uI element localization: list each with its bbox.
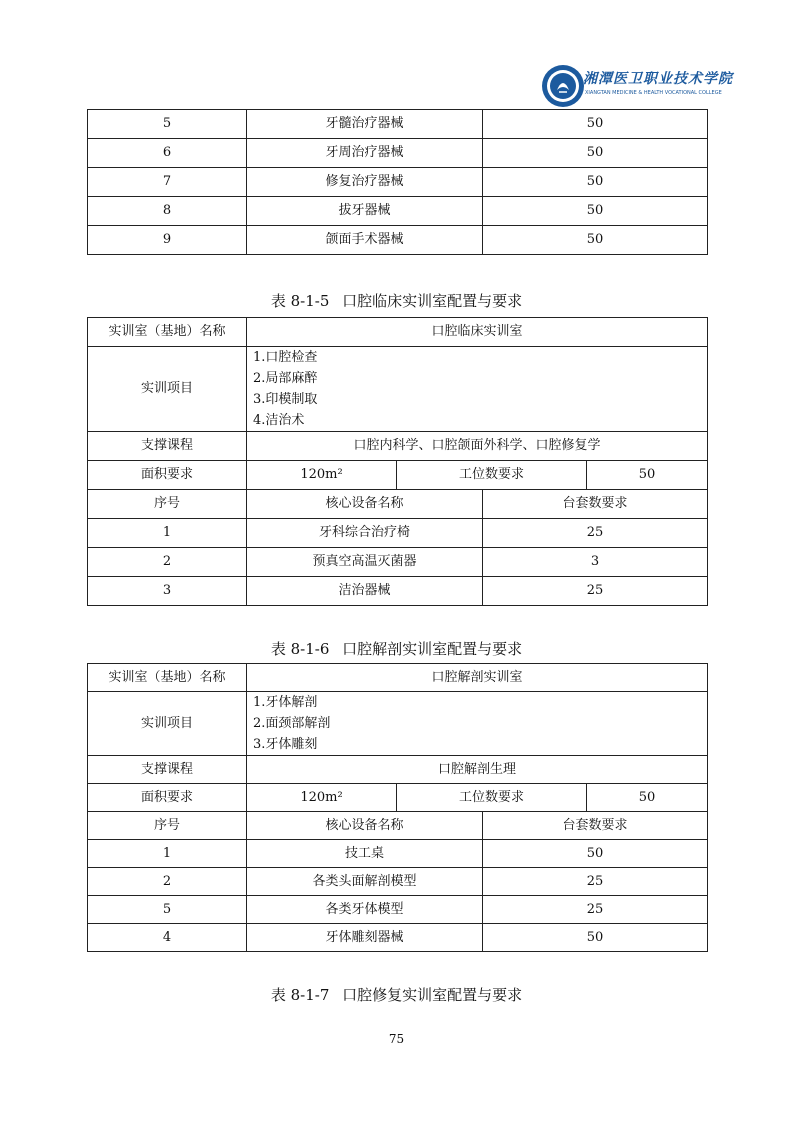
- caption-number: 表 8-1-5: [270, 292, 330, 310]
- clinical-lab-table: [87, 317, 708, 606]
- table-row: [88, 896, 708, 924]
- column-header-equipment: 核心设备名称: [247, 812, 483, 840]
- table-row: [88, 168, 708, 197]
- table-row: [88, 868, 708, 896]
- table-row: [88, 840, 708, 868]
- station-value: 50: [587, 784, 708, 812]
- college-english-name: XIANGTAN MEDICINE & HEALTH VOCATIONAL COLLEGE: [585, 90, 722, 96]
- course-value: 口腔内科学、口腔颌面外科学、口腔修复学: [247, 432, 708, 461]
- row-number: 8: [88, 197, 247, 226]
- table-caption: [0, 290, 793, 311]
- table-row: [88, 139, 708, 168]
- list-item: 3.印模制取: [253, 392, 318, 407]
- equipment-count: 50: [483, 110, 708, 139]
- row-number: 2: [88, 868, 247, 896]
- equipment-name: 牙周治疗器械: [247, 139, 483, 168]
- row-number: 5: [88, 896, 247, 924]
- row-number: 4: [88, 924, 247, 952]
- training-items: [247, 692, 708, 756]
- caption-number: 表 8-1-6: [270, 640, 330, 658]
- row-number: 9: [88, 226, 247, 255]
- area-label: 面积要求: [88, 461, 247, 490]
- equipment-count: 50: [483, 139, 708, 168]
- caption-title: 口腔修复实训室配置与要求: [342, 986, 523, 1004]
- equipment-count: 25: [483, 896, 708, 924]
- equipment-name: 牙科综合治疗椅: [247, 519, 483, 548]
- table-row: [88, 577, 708, 606]
- equipment-name: 修复治疗器械: [247, 168, 483, 197]
- equipment-table-continued: [87, 109, 708, 255]
- column-header-equipment: 核心设备名称: [247, 490, 483, 519]
- anatomy-lab-table: [87, 663, 708, 952]
- equipment-name: 预真空高温灭菌器: [247, 548, 483, 577]
- list-item: 2.局部麻醉: [253, 371, 318, 386]
- equipment-name: 技工桌: [247, 840, 483, 868]
- equipment-count: 50: [483, 226, 708, 255]
- table-row: [88, 226, 708, 255]
- room-value: 口腔临床实训室: [247, 318, 708, 347]
- table-row: [88, 197, 708, 226]
- list-item: 3.牙体雕刻: [253, 737, 318, 752]
- equipment-name: 拔牙器械: [247, 197, 483, 226]
- equipment-count: 50: [483, 197, 708, 226]
- row-number: 6: [88, 139, 247, 168]
- items-label: 实训项目: [88, 692, 247, 756]
- equipment-count: 3: [483, 548, 708, 577]
- equipment-count: 50: [483, 168, 708, 197]
- room-label: 实训室（基地）名称: [88, 318, 247, 347]
- equipment-count: 25: [483, 868, 708, 896]
- table-row: [88, 924, 708, 952]
- row-number: 5: [88, 110, 247, 139]
- equipment-name: 颌面手术器械: [247, 226, 483, 255]
- equipment-name: 洁治器械: [247, 577, 483, 606]
- college-logo: [541, 64, 733, 108]
- equipment-name: 各类牙体模型: [247, 896, 483, 924]
- equipment-name: 各类头面解剖模型: [247, 868, 483, 896]
- station-label: 工位数要求: [397, 461, 587, 490]
- table-row: [88, 110, 708, 139]
- caption-title: 口腔解剖实训室配置与要求: [342, 640, 523, 658]
- course-value: 口腔解剖生理: [247, 756, 708, 784]
- equipment-name: 牙髓治疗器械: [247, 110, 483, 139]
- caption-number: 表 8-1-7: [270, 986, 330, 1004]
- course-label: 支撑课程: [88, 432, 247, 461]
- column-header-count: 台套数要求: [483, 490, 708, 519]
- column-header-number: 序号: [88, 490, 247, 519]
- list-item: 4.洁治术: [253, 413, 305, 428]
- station-value: 50: [587, 461, 708, 490]
- room-label: 实训室（基地）名称: [88, 664, 247, 692]
- area-value: 120m²: [247, 784, 397, 812]
- area-value: 120m²: [247, 461, 397, 490]
- row-number: 2: [88, 548, 247, 577]
- row-number: 1: [88, 840, 247, 868]
- row-number: 7: [88, 168, 247, 197]
- equipment-count: 50: [483, 924, 708, 952]
- list-item: 2.面颈部解剖: [253, 716, 331, 731]
- training-items: [247, 347, 708, 432]
- page-number: 75: [388, 1032, 405, 1046]
- college-name: 湘潭医卫职业技术学院: [583, 71, 733, 87]
- station-label: 工位数要求: [397, 784, 587, 812]
- table-caption: [0, 984, 793, 1005]
- equipment-count: 25: [483, 519, 708, 548]
- list-item: 1.口腔检查: [253, 350, 318, 365]
- course-label: 支撑课程: [88, 756, 247, 784]
- row-number: 3: [88, 577, 247, 606]
- caption-title: 口腔临床实训室配置与要求: [342, 292, 523, 310]
- equipment-count: 25: [483, 577, 708, 606]
- row-number: 1: [88, 519, 247, 548]
- column-header-count: 台套数要求: [483, 812, 708, 840]
- items-label: 实训项目: [88, 347, 247, 432]
- equipment-name: 牙体雕刻器械: [247, 924, 483, 952]
- area-label: 面积要求: [88, 784, 247, 812]
- column-header-number: 序号: [88, 812, 247, 840]
- table-row: [88, 548, 708, 577]
- list-item: 1.牙体解剖: [253, 695, 318, 710]
- college-emblem-icon: [541, 64, 585, 108]
- table-row: [88, 519, 708, 548]
- table-caption: [0, 638, 793, 659]
- room-value: 口腔解剖实训室: [247, 664, 708, 692]
- equipment-count: 50: [483, 840, 708, 868]
